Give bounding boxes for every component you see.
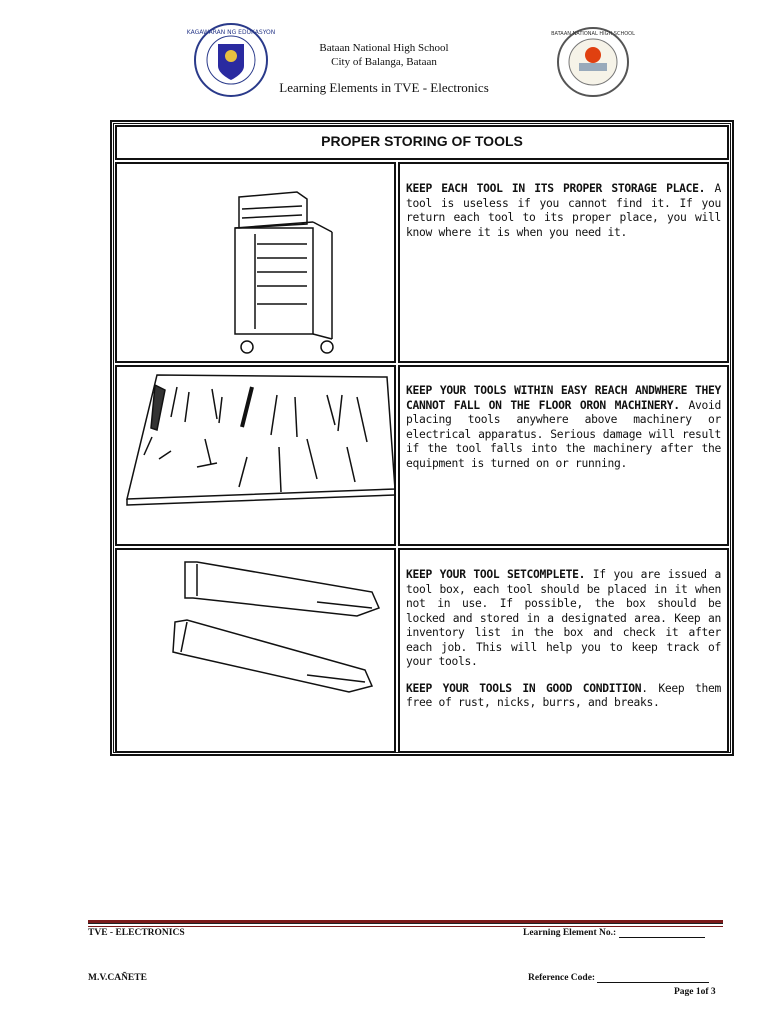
svg-text:BATAAN NATIONAL HIGH SCHOOL: BATAAN NATIONAL HIGH SCHOOL — [551, 31, 635, 37]
learning-element-blank — [619, 937, 705, 938]
row2-heading: KEEP YOUR TOOLS WITHIN EASY REACH ANDWHERE THEY CANNOT FALL ON THE FLOOR ORON MACHINERY. — [406, 384, 721, 412]
row2-text — [406, 384, 721, 471]
row3-heading2: KEEP YOUR TOOLS IN GOOD CONDITION — [406, 681, 642, 695]
footer-rule-thin — [88, 926, 723, 927]
school-city: City of Balanga, Bataan — [331, 56, 437, 68]
row3-image-cell — [115, 548, 396, 753]
subject-title: Learning Elements in TVE - Electronics — [279, 80, 489, 95]
tool-cabinet-image — [117, 164, 394, 361]
row3-heading: KEEP YOUR TOOL SETCOMPLETE. — [406, 568, 586, 581]
footer-rule — [88, 920, 723, 924]
row2-body: Avoid placing tools anywhere above machinery or electrical apparatus. Serious damage will result if the tool falls into the machinery after the equipment is turned on or running. — [406, 398, 721, 470]
table-title: PROPER STORING OF TOOLS — [115, 125, 729, 160]
row2-text-cell — [398, 365, 729, 546]
row2-image-cell — [115, 365, 396, 546]
svg-text:KAGAWARAN NG EDUKASYON: KAGAWARAN NG EDUKASYON — [186, 29, 276, 36]
footer-author: M.V.CAÑETE — [88, 973, 147, 983]
school-logo — [551, 25, 635, 99]
reference-code-label: Reference Code: — [528, 973, 596, 983]
row3-body: If you are issued a tool box, each tool should be placed in it when not in use. If possible, the box should be locked and stored in a designated area. Keep an inventory list in the box and check it after each job. This will help you to keep track of your tools. — [406, 568, 721, 668]
chisels-image — [117, 550, 394, 751]
learning-element-label: Learning Element No.: — [523, 928, 617, 938]
footer-subject: TVE - ELECTRONICS — [88, 928, 185, 938]
row1-image-cell — [115, 162, 396, 363]
school-name: Bataan National High School — [319, 42, 449, 54]
row3-text-cell — [398, 548, 729, 753]
page-number: Page 1of 3 — [674, 987, 716, 997]
footer-reference-code — [528, 973, 709, 983]
row3-text2 — [406, 682, 721, 711]
row3-text — [406, 568, 721, 670]
row1-body: A tool is useless if you cannot find it. If you return each tool to its proper place, you will know where it is when you need it. — [406, 182, 721, 239]
row1-heading: KEEP EACH TOOL IN ITS PROPER STORAGE PLACE. — [406, 182, 706, 195]
row3-body2: . Keep them free of rust, nicks, burrs, and breaks. — [406, 681, 722, 709]
reference-code-blank — [597, 982, 709, 983]
row1-text — [406, 182, 721, 240]
tools-on-board-image — [117, 367, 394, 544]
footer-learning-element — [523, 928, 705, 938]
row1-text-cell — [398, 162, 729, 363]
